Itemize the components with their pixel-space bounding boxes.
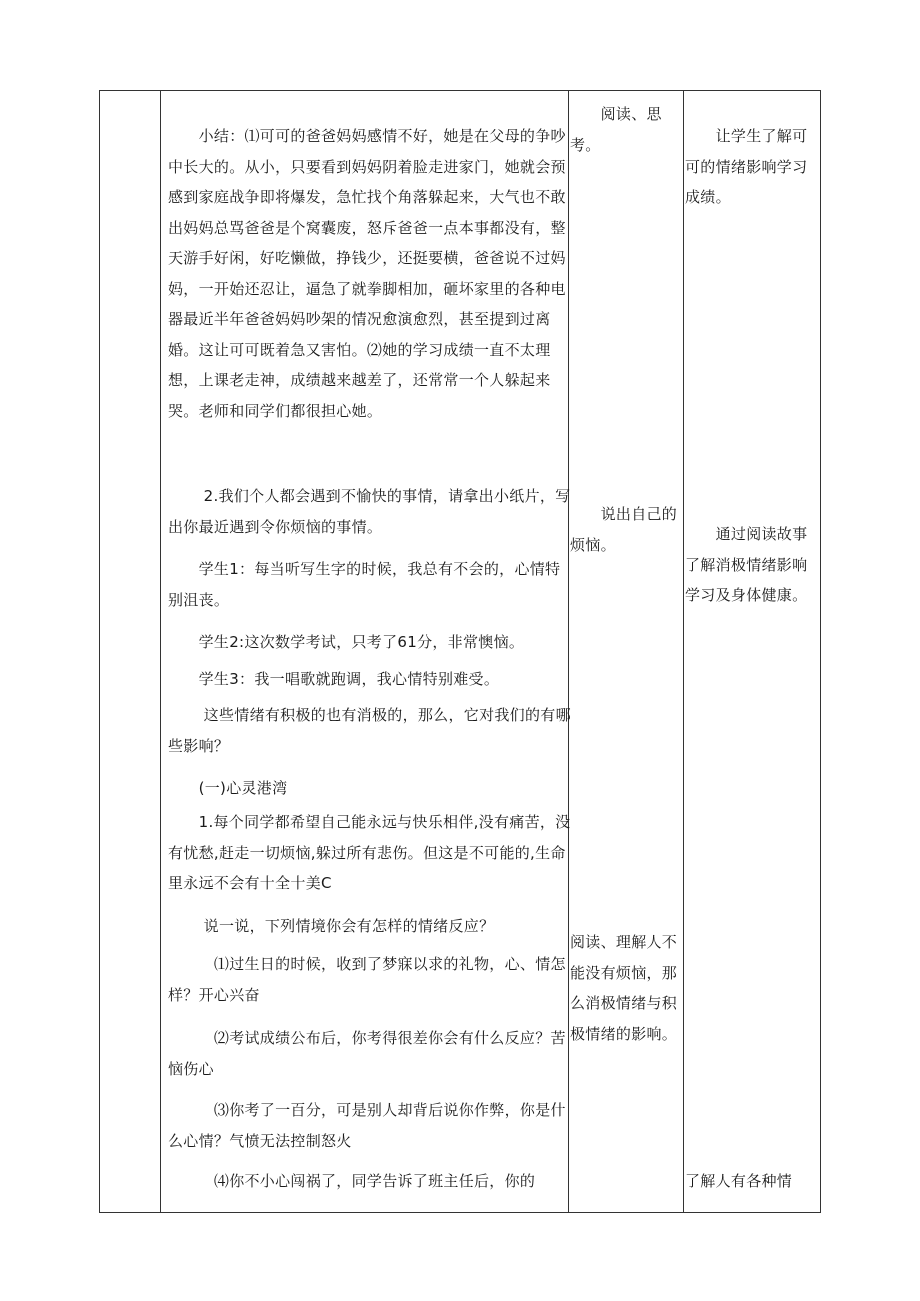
goal-3: 了解人有各种情 [685, 1172, 793, 1190]
column-divider [683, 91, 684, 1212]
student-answer-3: 学生3：我一唱歌就跑调，我心情特别难受。 [168, 670, 500, 688]
activity-read-think: 阅读、思考。 [570, 105, 662, 154]
scenario-3: ⑶你考了一百分，可是别人却背后说你作弊，你是什么心情？气愤无法控制怒火 [168, 1101, 566, 1150]
design-intent-column [685, 91, 821, 1212]
teaching-process-column [162, 91, 571, 1212]
student-activity-column [570, 91, 682, 1212]
discussion-prompt: 说一说，下列情境你会有怎样的情绪反应？ [168, 917, 495, 935]
summary-paragraph: 小结：⑴可可的爸爸妈妈感情不好，她是在父母的争吵中长大的。从小，只要看到妈妈阴着脸走进家门，她就会预感到家庭战争即将爆发，急忙找个角落躲起来，大气也不敢出妈妈总骂爸爸是个窝囊废，怒斥爸爸一点本事都没有，整天游手好闲，好吃懒做，挣钱少，还挺要横，爸爸说不过妈妈，一开始还忍让，逼急了就拳脚相加，砸坏家里的各种电器最近半年爸爸妈妈吵架的情况愈演愈烈，甚至提到过离婚。这让可可既着急又害怕。⑵她的学习成绩一直不太理想，上课老走神，成绩越来越差了，还常常一个人躲起来哭。老师和同学们都很担心她。 [168, 127, 566, 420]
column-divider [160, 91, 161, 1212]
scenario-2: ⑵考试成绩公布后，你考得很差你会有什么反应？苦恼伤心 [168, 1029, 566, 1078]
scenario-4: ⑷你不小心闯祸了，同学告诉了班主任后，你的 [168, 1172, 536, 1190]
activity-share-worries: 说出自己的烦恼。 [570, 505, 678, 554]
section-heading: (一)心灵港湾 [168, 779, 288, 797]
emotion-question: 这些情绪有积极的也有消极的，那么，它对我们的有哪些影响？ [168, 706, 571, 755]
activity-understand: 阅读、理解人不能没有烦恼，那么消极情绪与积极情绪的影响。 [570, 933, 678, 1043]
student-answer-2: 学生2:这次数学考试，只考了61分，非常懊恼。 [168, 633, 525, 651]
lesson-plan-table [99, 90, 821, 1213]
student-answer-1: 学生1：每当听写生字的时候，我总有不会的，心情特别沮丧。 [168, 560, 561, 609]
goal-1: 让学生了解可可的情绪影响学习成绩。 [685, 127, 808, 206]
scenario-1: ⑴过生日的时候，收到了梦寐以求的礼物，心、情怎样？开心兴奋 [168, 955, 566, 1004]
task-paragraph: 2.我们个人都会遇到不愉快的事情，请拿出小纸片，写出你最近遇到令你烦恼的事情。 [168, 487, 571, 536]
point-paragraph: 1.每个同学都希望自己能永远与快乐相伴,没有痛苦，没有忧愁,赶走一切烦恼,躲过所有悲伤。但这是不可能的,生命里永远不会有十全十美C [168, 813, 571, 892]
goal-2: 通过阅读故事了解消极情绪影响学习及身体健康。 [685, 525, 808, 604]
